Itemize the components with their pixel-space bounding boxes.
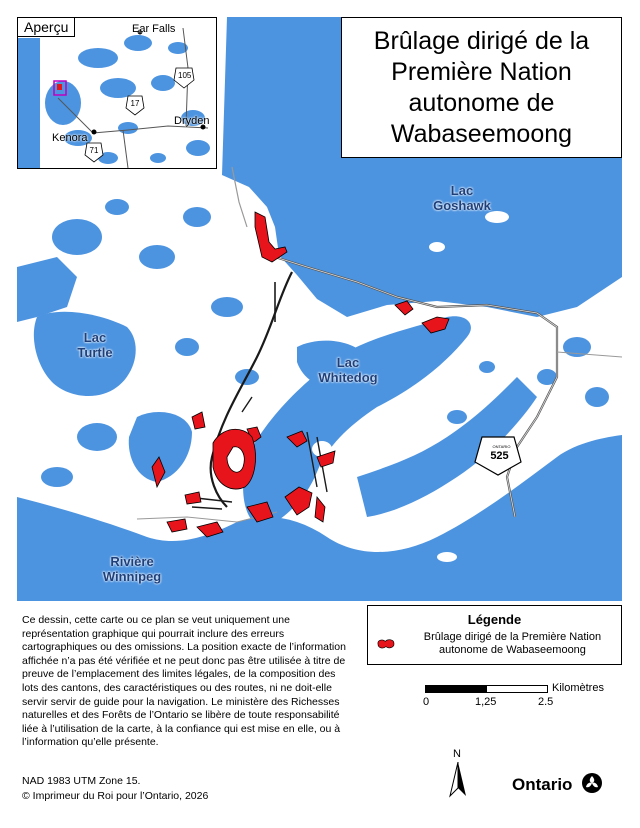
scale-tick-mid: 1,25 (475, 696, 497, 708)
legend-item-label: Brûlage dirigé de la Première Nation autonome de Wabaseemoong (423, 631, 602, 656)
town-kenora: Kenora (52, 132, 88, 144)
scale-bar (423, 683, 623, 713)
burn-swatch-icon (376, 634, 396, 654)
river-winnipeg-label: Rivière Winnipeg (102, 554, 162, 584)
town-ear-falls: Ear Falls (132, 23, 176, 35)
lake-goshawk-label: Lac Goshawk (433, 183, 491, 213)
inset-canvas (18, 18, 217, 169)
scale-tick-max: 2.5 (538, 696, 554, 708)
shield-label: ONTARIO (492, 444, 511, 449)
datum-block (22, 774, 208, 804)
north-arrow (448, 748, 468, 798)
highway-105: 105 (178, 71, 192, 80)
trillium-logo-icon (581, 772, 603, 794)
scale-tick-0: 0 (423, 696, 430, 708)
highway-71: 71 (89, 146, 99, 155)
legend-item (376, 631, 621, 657)
shield-number: 525 (490, 450, 509, 462)
copyright-text: © Imprimeur du Roi pour l’Ontario, 2026 (22, 790, 209, 802)
town-dryden: Dryden (174, 115, 210, 127)
legend-title: Légende (467, 612, 522, 627)
datum-text: NAD 1983 UTM Zone 15. (22, 775, 141, 787)
north-arrow-icon (448, 762, 468, 798)
map-title: Brûlage dirigé de la Première Nation autonome de Wabaseemoong (341, 17, 622, 158)
highway-17: 17 (130, 99, 140, 108)
scale-unit: Kilomètres (552, 682, 604, 694)
north-label: N (453, 748, 461, 760)
lake-whitedog-label: Lac Whitedog (318, 355, 378, 385)
legend (367, 605, 622, 665)
lake-turtle-label: Lac Turtle (77, 330, 113, 360)
ontario-brand (512, 772, 603, 795)
disclaimer-text: Ce dessin, cette carte ou ce plan se veut uniquement une représentation graphique qui pourrait inclure des erreurs cartographiques ou des omissions. La position exacte de l’information affichée n’a pas été vérifiée et ne peut donc pas être utilisée à titre de preuve de l’emplacement des limites légales, de la composition des lots des cantons, des caractéristiques ou des routes, ni ne doit-elle servir servir de guide pour la navigation. Le ministère des Richesses naturelles et des Forêts de l’Ontario se libère de toute responsabilité liée à l’utilisation de la carte, à la confiance qui est mise en elle, ou à l’information qu’elle présente. (22, 614, 346, 749)
overview-inset[interactable] (17, 17, 217, 169)
inset-label: Aperçu (18, 18, 75, 37)
ontario-wordmark: Ontario (512, 775, 573, 794)
